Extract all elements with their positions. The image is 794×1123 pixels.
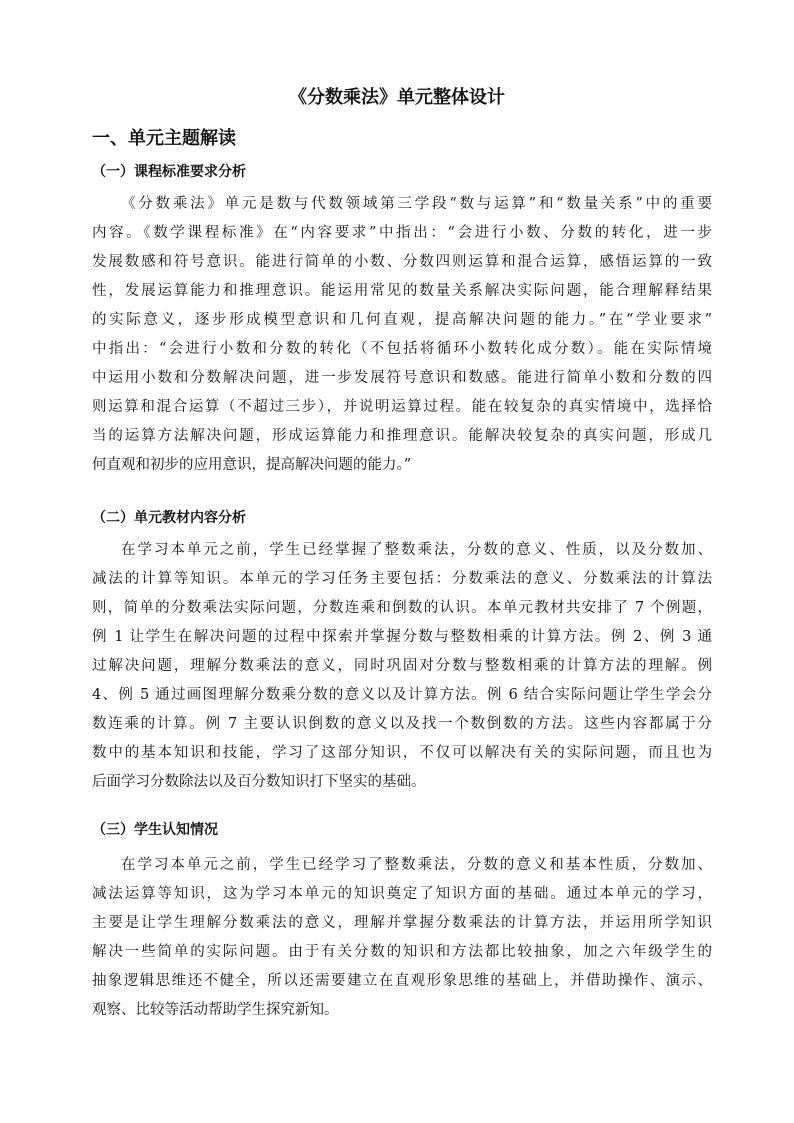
document-title: 《分数乘法》单元整体设计 [289, 87, 505, 108]
paragraph-line: 发展数感和符号意识。能进行简单的小数、分数四则运算和混合运算，感悟运算的一致 [92, 254, 712, 270]
paragraph-line: 则，简单的分数乘法实际问题，分数连乘和倒数的认识。本单元教材共安排了 7 个例题， [92, 600, 712, 616]
paragraph-line: 在学习本单元之前，学生已经学习了整数乘法，分数的意义和基本性质，分数加、 [121, 857, 712, 873]
paragraph-line: 例 1 让学生在解决问题的过程中探索并掌握分数与整数相乘的计算方法。例 2、例 3 通 [92, 629, 712, 645]
paragraph-line: 的实际意义，逐步形成模型意识和几何直观，提高解决问题的能力。”在“学业要求” [92, 312, 712, 328]
paragraph-line: 后面学习分数除法以及百分数知识打下坚实的基础。 [92, 774, 426, 790]
paragraph-line: 观察、比较等活动帮助学生探究新知。 [92, 1002, 339, 1018]
paragraph-line: 减法的计算等知识。本单元的学习任务主要包括：分数乘法的意义、分数乘法的计算法 [92, 571, 712, 587]
paragraph-line: 当的运算方法解决问题，形成运算能力和推理意识。能解决较复杂的真实问题，形成几 [92, 428, 712, 444]
paragraph-line: 则运算和混合运算（不超过三步），并说明运算过程。能在较复杂的真实情境中，选择恰 [92, 399, 712, 415]
paragraph-line: 数连乘的计算。例 7 主要认识倒数的意义以及找一个数倒数的方法。这些内容都属于分 [92, 716, 712, 732]
subheading-textbook-content: （二）单元教材内容分析 [92, 510, 246, 526]
paragraph-line: 4、例 5 通过画图理解分数乘分数的意义以及计算方法。例 6 结合实际问题让学生学会分 [92, 687, 712, 703]
paragraph-line: 解决一些简单的实际问题。由于有关分数的知识和方法都比较抽象，加之六年级学生的 [92, 944, 712, 960]
paragraph-line: 何直观和初步的应用意识，提高解决问题的能力。” [92, 457, 412, 473]
paragraph-line: 《分数乘法》单元是数与代数领域第三学段“数与运算”和“数量关系”中的重要 [121, 196, 712, 212]
paragraph-line: 性，发展运算能力和推理意识。能运用常见的数量关系解决实际问题，能合理解释结果 [92, 283, 712, 299]
paragraph-line: 抽象逻辑思维还不健全，所以还需要建立在直观形象思维的基础上，并借助操作、演示、 [92, 973, 712, 989]
paragraph-textbook-content [92, 536, 712, 797]
paragraph-line: 减法运算等知识，这为学习本单元的知识奠定了知识方面的基础。通过本单元的学习， [92, 886, 712, 902]
paragraph-line: 主要是让学生理解分数乘法的意义，理解并掌握分数乘法的计算方法，并运用所学知识 [92, 915, 712, 931]
paragraph-student-cognition [92, 851, 712, 1025]
subheading-student-cognition: （三）学生认知情况 [92, 822, 218, 838]
paragraph-line: 在学习本单元之前，学生已经掌握了整数乘法，分数的意义、性质，以及分数加、 [121, 542, 712, 558]
paragraph-line: 中指出：“会进行小数和分数的转化（不包括将循环小数转化成分数）。能在实际情境 [92, 341, 712, 357]
subheading-curriculum-standards: （一）课程标准要求分析 [92, 164, 246, 180]
paragraph-line: 中运用小数和分数解决问题，进一步发展符号意识和数感。能进行简单小数和分数的四 [92, 370, 712, 386]
section-heading-unit-theme: 一、单元主题解读 [92, 128, 236, 149]
paragraph-line: 过解决问题，理解分数乘法的意义，同时巩固对分数与整数相乘的计算方法的理解。例 [92, 658, 712, 674]
paragraph-line: 数中的基本知识和技能，学习了这部分知识，不仅可以解决有关的实际问题，而且也为 [92, 745, 712, 761]
paragraph-curriculum-standards [92, 190, 712, 480]
paragraph-line: 内容。《数学课程标准》在“内容要求”中指出：“会进行小数、分数的转化，进一步 [92, 225, 712, 241]
